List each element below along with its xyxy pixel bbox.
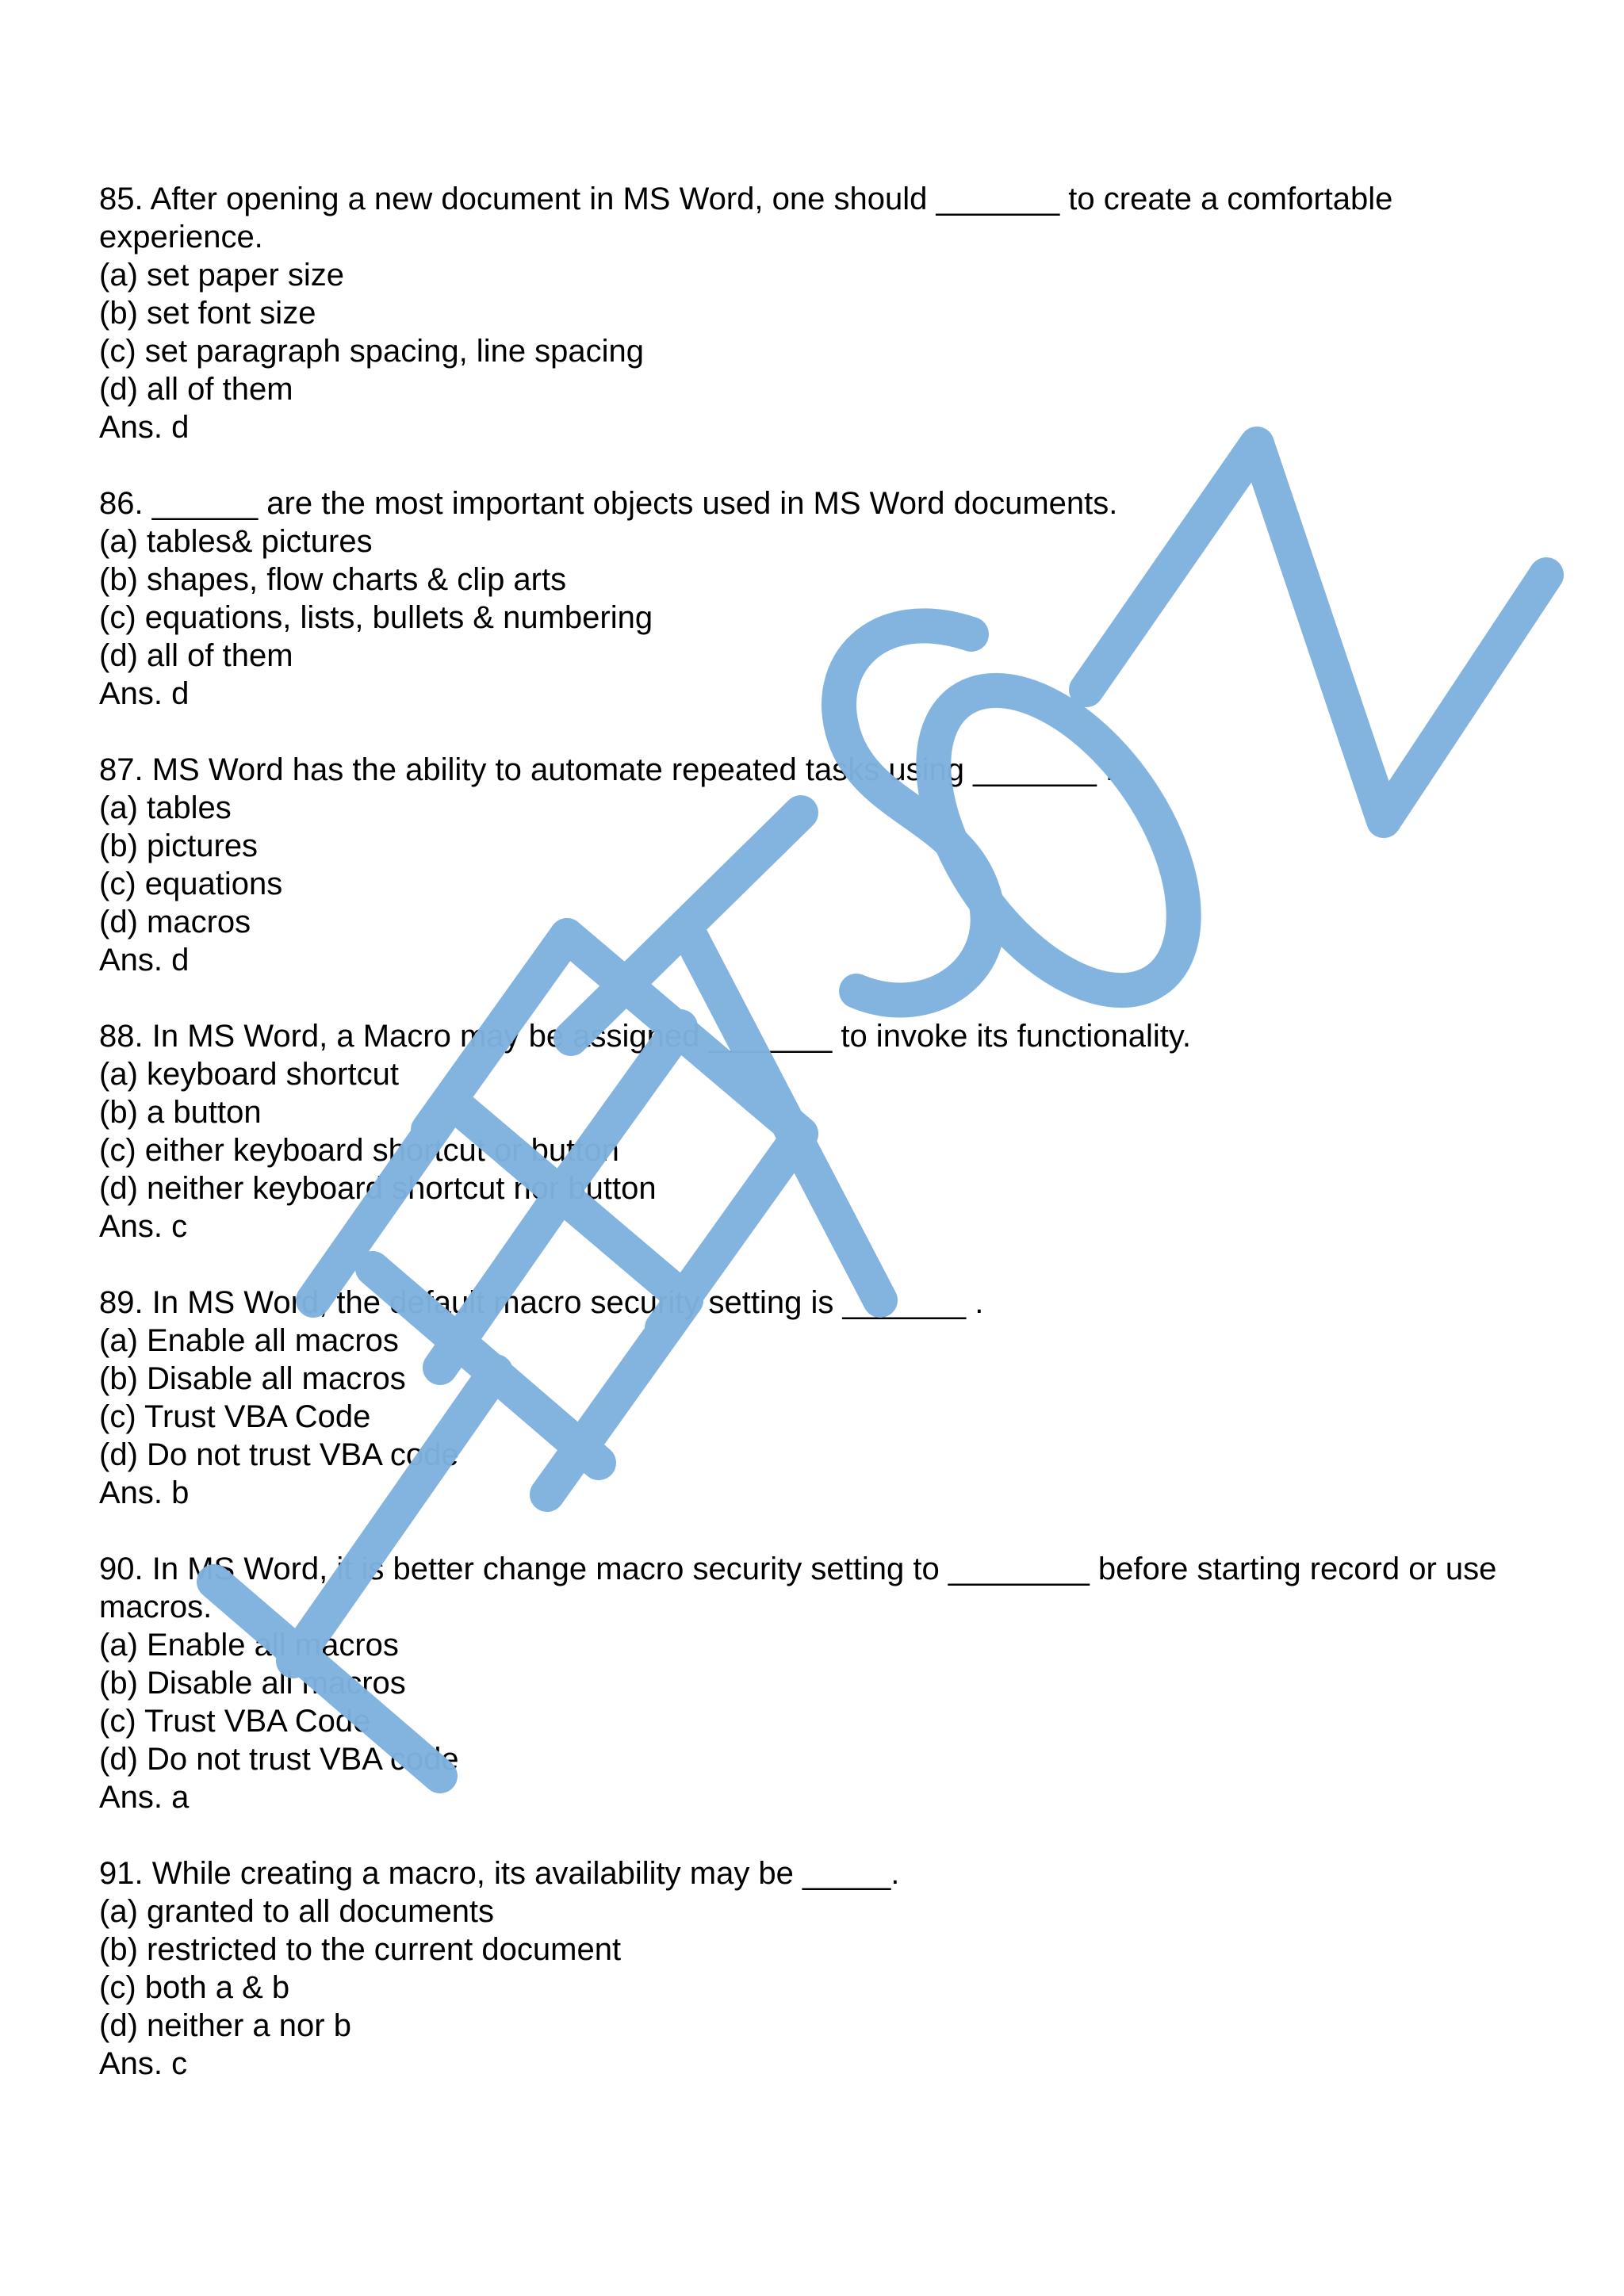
option-a: (a) tables: [99, 790, 232, 825]
option-d: (d) Do not trust VBA code: [99, 1437, 459, 1472]
question-list: [99, 180, 1550, 2121]
question-91: [99, 1854, 1550, 2083]
answer: Ans. d: [99, 943, 190, 978]
option-d: (d) Do not trust VBA code: [99, 1742, 459, 1777]
option-a: (a) Enable all macros: [99, 1628, 399, 1663]
option-d: (d) neither a nor b: [99, 2008, 351, 2043]
option-b: (b) set font size: [99, 296, 316, 331]
question-90: [99, 1550, 1550, 1816]
option-b: (b) restricted to the current document: [99, 1932, 622, 1967]
answer: Ans. a: [99, 1780, 190, 1815]
option-c: (c) Trust VBA Code: [99, 1704, 371, 1739]
question-85: [99, 180, 1550, 446]
option-c: (c) set paragraph spacing, line spacing: [99, 334, 645, 369]
option-a: (a) keyboard shortcut: [99, 1057, 399, 1092]
option-a: (a) Enable all macros: [99, 1323, 399, 1358]
question-text: 91. While creating a macro, its availability may be _____.: [99, 1856, 900, 1891]
question-text: 86. ______ are the most important objects used in MS Word documents.: [99, 486, 1118, 521]
answer: Ans. d: [99, 676, 190, 711]
answer: Ans. c: [99, 2046, 188, 2081]
option-b: (b) Disable all macros: [99, 1666, 406, 1701]
answer: Ans. d: [99, 410, 190, 445]
option-b: (b) pictures: [99, 828, 259, 863]
option-d: (d) neither keyboard shortcut nor button: [99, 1171, 657, 1206]
option-b: (b) shapes, flow charts & clip arts: [99, 562, 567, 597]
question-87: [99, 751, 1550, 979]
option-a: (a) tables& pictures: [99, 524, 373, 559]
option-d: (d) all of them: [99, 372, 293, 407]
option-c: (c) Trust VBA Code: [99, 1399, 371, 1434]
option-c: (c) both a & b: [99, 1970, 290, 2005]
answer: Ans. c: [99, 1209, 188, 1244]
option-c: (c) equations: [99, 867, 283, 901]
question-text: 87. MS Word has the ability to automate repeated tasks using _______ .: [99, 752, 1115, 787]
option-c: (c) equations, lists, bullets & numbering: [99, 600, 653, 635]
option-c: (c) either keyboard shortcut or button: [99, 1133, 619, 1168]
question-89: [99, 1284, 1550, 1512]
option-b: (b) a button: [99, 1095, 262, 1130]
question-text: 88. In MS Word, a Macro may be assigned _______ to invoke its functionality.: [99, 1019, 1192, 1054]
option-a: (a) set paper size: [99, 258, 345, 293]
option-a: (a) granted to all documents: [99, 1894, 495, 1929]
question-86: [99, 484, 1550, 713]
question-88: [99, 1017, 1550, 1246]
answer: Ans. b: [99, 1475, 190, 1510]
question-text: 90. In MS Word, it is better change macro security setting to ________ before starting record or use macros.: [99, 1552, 1497, 1624]
option-b: (b) Disable all macros: [99, 1361, 406, 1396]
question-text: 85. After opening a new document in MS Word, one should _______ to create a comfortable experience.: [99, 182, 1393, 254]
option-d: (d) all of them: [99, 638, 293, 673]
option-d: (d) macros: [99, 905, 251, 939]
question-text: 89. In MS Word, the default macro security setting is _______ .: [99, 1285, 984, 1320]
